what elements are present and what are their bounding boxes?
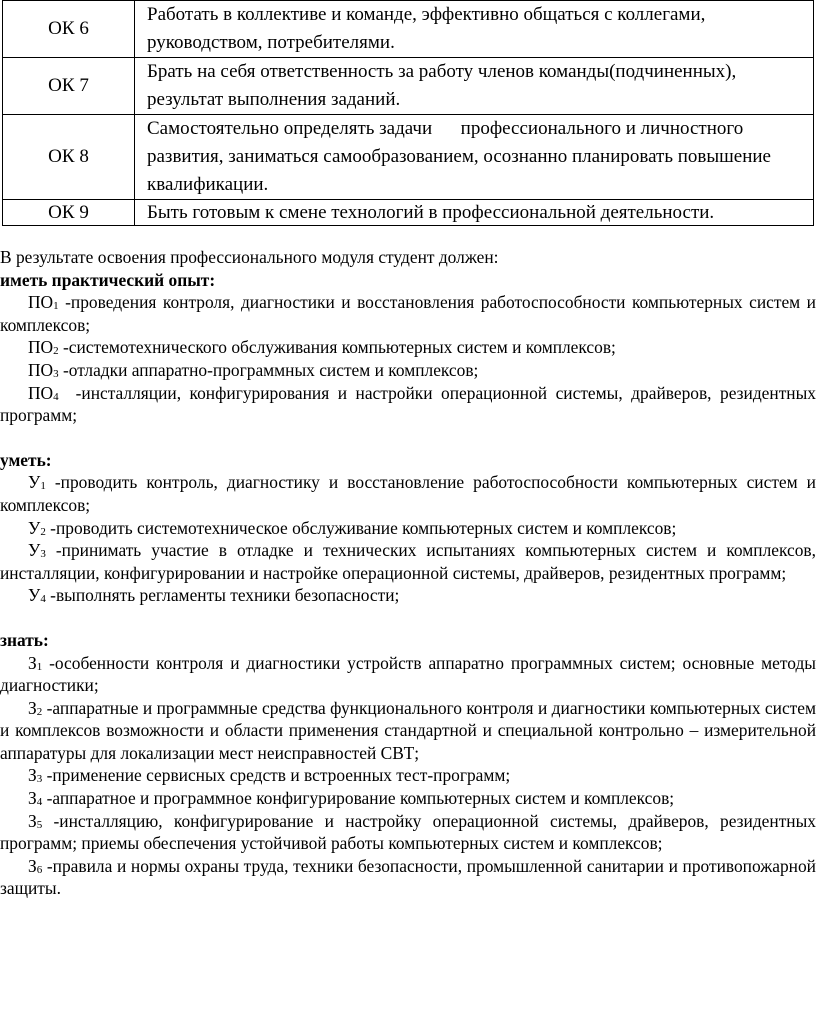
list-item: $У_4$ -выполнять регламенты техники безопасности; xyxy=(28,585,400,606)
table-row xyxy=(3,58,814,115)
list-item: $У_1$ -проводить контроль, диагностику и восстановление работоспособности компьютерных систем и комплексов; xyxy=(0,472,816,515)
knowledge-list xyxy=(0,652,816,901)
competency-text: Быть готовым к смене технологий в профессиональной деятельности. xyxy=(135,200,814,226)
competency-code: ОК 8 xyxy=(3,115,135,200)
experience-heading: иметь практический опыт: xyxy=(0,269,216,290)
experience-list xyxy=(0,291,816,427)
list-item: $З_6$ -правила и нормы охраны труда, техники безопасности, промышленной санитарии и противопожарной защиты. xyxy=(0,855,816,899)
competency-text: Работать в коллективе и команде, эффективно общаться с коллегами, руководством, потребителями. xyxy=(135,1,814,58)
list-item: $З_2$ -аппаратные и программные средства функционального контроля и диагностики компьютерных систем и комплексов возможности и области применения стандартной и специальной контрольно – измерительной аппаратуры для локализации мест неисправностей СВТ; xyxy=(0,697,816,763)
list-item: $ПО_3$ -отладки аппаратно-программных систем и комплексов; xyxy=(28,359,479,380)
intro-text: В результате освоения профессионального модуля студент должен: xyxy=(0,247,499,267)
table-row xyxy=(3,200,814,226)
skills-heading: уметь: xyxy=(0,449,52,470)
list-item: $У_2$ -проводить системотехническое обслуживание компьютерных систем и комплексов; xyxy=(28,517,677,538)
competency-text: Брать на себя ответственность за работу членов команды(подчиненных), результат выполнения заданий. xyxy=(135,58,814,115)
competency-code: ОК 6 xyxy=(3,1,135,58)
competency-code: ОК 7 xyxy=(3,58,135,115)
list-item: $ПО_1$ -проведения контроля, диагностики и восстановления работоспособности компьютерных систем и комплексов; xyxy=(0,292,816,335)
list-item: $З_5$ -инсталляцию, конфигурирование и настройку операционной системы, драйверов, резидентных программ; приемы обеспечения устойчивой работы компьютерных систем и комплексов; xyxy=(0,810,816,854)
skills-list xyxy=(0,471,816,607)
competency-table xyxy=(2,0,814,226)
module-requirements xyxy=(0,246,816,900)
list-item: $У_3$ -принимать участие в отладке и технических испытаниях компьютерных систем и комплексов, инсталляции, конфигурировании и настройке операционной системы, драйверов, резидентных программ; xyxy=(0,540,816,583)
table-row xyxy=(3,115,814,200)
list-item: $З_4$ -аппаратное и программное конфигурирование компьютерных систем и комплексов; xyxy=(28,788,675,809)
list-item: $З_1$ -особенности контроля и диагностики устройств аппаратно программных систем; основные методы диагностики; xyxy=(0,652,816,696)
competency-text: Самостоятельно определять задачи профессионального и личностного развития, заниматься самообразованием, осознанно планировать повышение квалификации. xyxy=(135,115,814,200)
table-row xyxy=(3,1,814,58)
list-item: $ПО_2$ -системотехнического обслуживания компьютерных систем и комплексов; xyxy=(28,337,616,358)
list-item: $З_3$ -применение сервисных средств и встроенных тест-программ; xyxy=(28,765,511,786)
list-item: $ПО_4$ -инсталляции, конфигурирования и настройки операционной системы, драйверов, резидентных программ; xyxy=(0,382,816,426)
knowledge-heading: знать: xyxy=(0,629,49,650)
competency-code: ОК 9 xyxy=(3,200,135,226)
